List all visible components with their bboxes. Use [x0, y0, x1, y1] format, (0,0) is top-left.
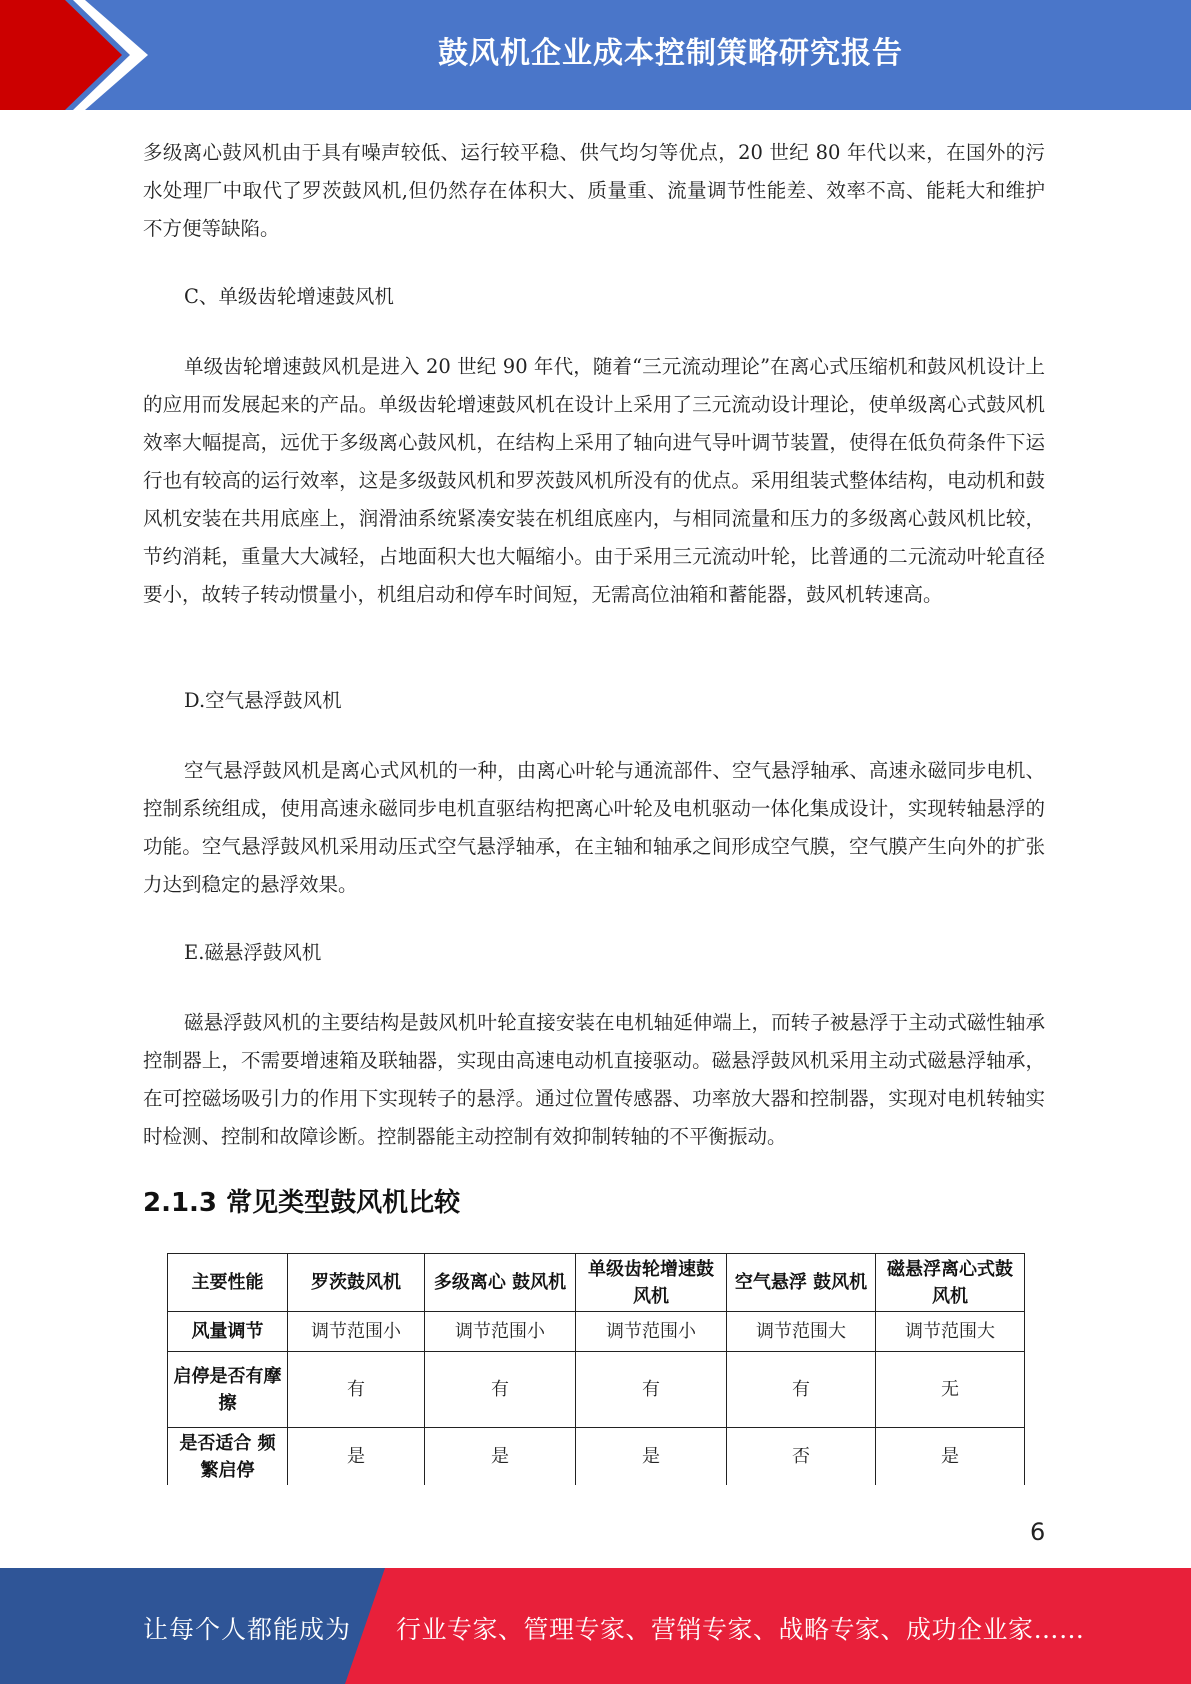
table-cell: 是: [425, 1428, 576, 1486]
section-title: 2.1.3 常见类型鼓风机比较: [143, 1188, 461, 1218]
table-cell: 调节范围大: [876, 1312, 1025, 1352]
page-header-banner: [0, 0, 1191, 110]
table-header-cell: 磁悬浮离心式鼓风机: [876, 1254, 1025, 1312]
paragraph-single-stage-gear: 单级齿轮增速鼓风机是进入 20 世纪 90 年代，随着“三元流动理论”在离心式压缩机和鼓风机设计上的应用而发展起来的产品。单级齿轮增速鼓风机在设计上采用了三元流动设计理论，使单级离心式鼓风机效率大幅提高，远优于多级离心鼓风机，在结构上采用了轴向进气导叶调节装置，使得在低负荷条件下运行也有较高的运行效率，这是多级鼓风机和罗茨鼓风机所没有的优点。采用组装式整体结构，电动机和鼓风机安装在共用底座上，润滑油系统紧凑安装在机组底座内，与相同流量和压力的多级离心鼓风机比较，节约消耗，重量大大减轻，占地面积大也大幅缩小。由于采用三元流动叶轮，比普通的二元流动叶轮直径要小，故转子转动惯量小，机组启动和停车时间短，无需高位油箱和蓄能器，鼓风机转速高。: [143, 355, 1045, 606]
table-cell: 有: [576, 1352, 727, 1428]
subheading-single-stage-gear: C、单级齿轮增速鼓风机: [184, 285, 394, 308]
paragraph-magnetic-suspension: 磁悬浮鼓风机的主要结构是鼓风机叶轮直接安装在电机轴延伸端上，而转子被悬浮于主动式磁性轴承控制器上，不需要增速箱及联轴器，实现由高速电动机直接驱动。磁悬浮鼓风机采用主动式磁悬浮轴承，在可控磁场吸引力的作用下实现转子的悬浮。通过位置传感器、功率放大器和控制器，实现对电机转轴实时检测、控制和故障诊断。控制器能主动控制有效抑制转轴的不平衡振动。: [143, 1011, 1045, 1148]
page-number: 6: [1030, 1518, 1046, 1546]
table-row-header: 启停是否有摩擦: [168, 1352, 288, 1428]
table-cell: 调节范围小: [576, 1312, 727, 1352]
comparison-table: [167, 1253, 1025, 1485]
table-header-cell: 主要性能: [168, 1254, 288, 1312]
table-cell: 是: [288, 1428, 425, 1486]
paragraph-air-suspension: 空气悬浮鼓风机是离心式风机的一种，由离心叶轮与通流部件、空气悬浮轴承、高速永磁同步电机、控制系统组成，使用高速永磁同步电机直驱结构把离心叶轮及电机驱动一体化集成设计，实现转轴悬浮的功能。空气悬浮鼓风机采用动压式空气悬浮轴承，在主轴和轴承之间形成空气膜，空气膜产生向外的扩张力达到稳定的悬浮效果。: [143, 759, 1045, 896]
table-header-cell: 空气悬浮 鼓风机: [727, 1254, 876, 1312]
table-cell: 无: [876, 1352, 1025, 1428]
table-cell: 调节范围大: [727, 1312, 876, 1352]
table-row: [168, 1352, 1025, 1428]
table-cell: 有: [727, 1352, 876, 1428]
table-row: [168, 1428, 1025, 1486]
paragraph-multistage-intro: 多级离心鼓风机由于具有噪声较低、运行较平稳、供气均匀等优点，20 世纪 80 年代以来，在国外的污水处理厂中取代了罗茨鼓风机,但仍然存在体积大、质量重、流量调节性能差、效率不高、能耗大和维护不方便等缺陷。: [143, 141, 1045, 240]
table-cell: 是: [576, 1428, 727, 1486]
table-cell: 调节范围小: [425, 1312, 576, 1352]
table-cell: 有: [425, 1352, 576, 1428]
table-header-cell: 多级离心 鼓风机: [425, 1254, 576, 1312]
page-footer-banner: [0, 1568, 1191, 1684]
table-row-header: 风量调节: [168, 1312, 288, 1352]
report-title: 鼓风机企业成本控制策略研究报告: [438, 36, 903, 71]
table-row-header: 是否适合 频繁启停: [168, 1428, 288, 1486]
table-header-cell: 罗茨鼓风机: [288, 1254, 425, 1312]
table-cell: 否: [727, 1428, 876, 1486]
table-header-cell: 单级齿轮增速鼓风机: [576, 1254, 727, 1312]
header-arrow-decoration: [0, 0, 160, 110]
table-header-row: [168, 1254, 1025, 1312]
table-cell: 有: [288, 1352, 425, 1428]
footer-slogan-left: 让每个人都能成为: [143, 1615, 352, 1644]
comparison-table-wrapper: [167, 1253, 1025, 1485]
footer-slogan-right: 行业专家、管理专家、营销专家、战略专家、成功企业家……: [396, 1615, 1085, 1644]
subheading-air-suspension: D.空气悬浮鼓风机: [184, 689, 342, 712]
table-cell: 是: [876, 1428, 1025, 1486]
table-cell: 调节范围小: [288, 1312, 425, 1352]
subheading-magnetic-suspension: E.磁悬浮鼓风机: [184, 941, 322, 964]
table-row: [168, 1312, 1025, 1352]
